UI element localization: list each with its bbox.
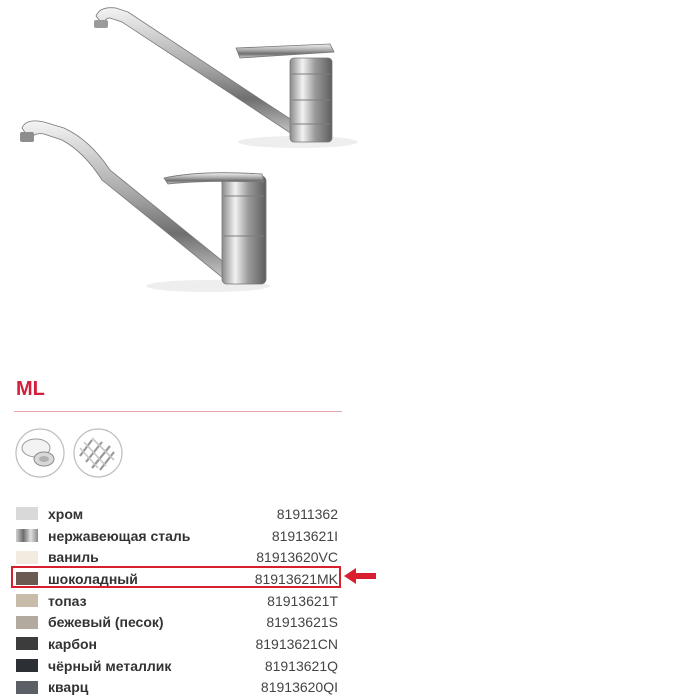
faucet-illustration	[0, 0, 360, 360]
finish-name: ваниль	[48, 549, 99, 566]
finish-row-carbon[interactable]	[14, 633, 344, 655]
finish-name: чёрный металлик	[48, 657, 172, 674]
finish-name: нержавеющая сталь	[48, 527, 191, 544]
finish-code: 81913621S	[266, 614, 338, 631]
finish-swatch	[16, 551, 38, 564]
aerator-icon	[16, 429, 64, 477]
finish-code: 81913620VC	[256, 549, 338, 566]
finish-swatch	[16, 659, 38, 672]
selected-finish-highlight	[11, 566, 341, 588]
finish-swatch	[16, 529, 38, 542]
finish-swatch	[16, 594, 38, 607]
finish-row-topaz[interactable]	[14, 590, 344, 612]
finish-name: хром	[48, 505, 84, 522]
finish-code: 81913621Q	[264, 657, 338, 674]
model-title: ML	[16, 378, 45, 400]
finish-list	[14, 503, 344, 698]
finish-code: 81913621MK	[254, 570, 338, 587]
faucet-bottom-image	[20, 121, 270, 292]
finish-name: карбон	[48, 635, 97, 652]
feature-icons	[14, 426, 124, 480]
finish-swatch	[16, 681, 38, 694]
finish-row-black-metallic[interactable]	[14, 655, 344, 677]
finish-code: 81913621I	[271, 527, 338, 544]
finish-row-chrome[interactable]	[14, 503, 344, 525]
arrow-left-icon	[344, 568, 376, 584]
finish-swatch	[16, 637, 38, 650]
braided-hose-icon	[74, 429, 122, 477]
title-divider	[14, 411, 342, 412]
finish-code: 81913621CN	[255, 635, 338, 652]
finish-row-vanilla[interactable]	[14, 546, 344, 568]
finish-name: топаз	[48, 592, 87, 609]
faucet-top-image	[94, 8, 358, 148]
finish-name: бежевый (песок)	[48, 614, 164, 631]
finish-swatch	[16, 616, 38, 629]
finish-code: 81913620QI	[260, 679, 338, 696]
finish-row-quartz[interactable]	[14, 677, 344, 699]
finish-name: шоколадный	[48, 570, 138, 587]
finish-code: 81911362	[276, 505, 338, 522]
finish-name: кварц	[48, 679, 89, 696]
finish-row-beige-sand[interactable]	[14, 611, 344, 633]
finish-row-stainless-steel[interactable]	[14, 525, 344, 547]
finish-swatch	[16, 507, 38, 520]
finish-code: 81913621T	[267, 592, 338, 609]
